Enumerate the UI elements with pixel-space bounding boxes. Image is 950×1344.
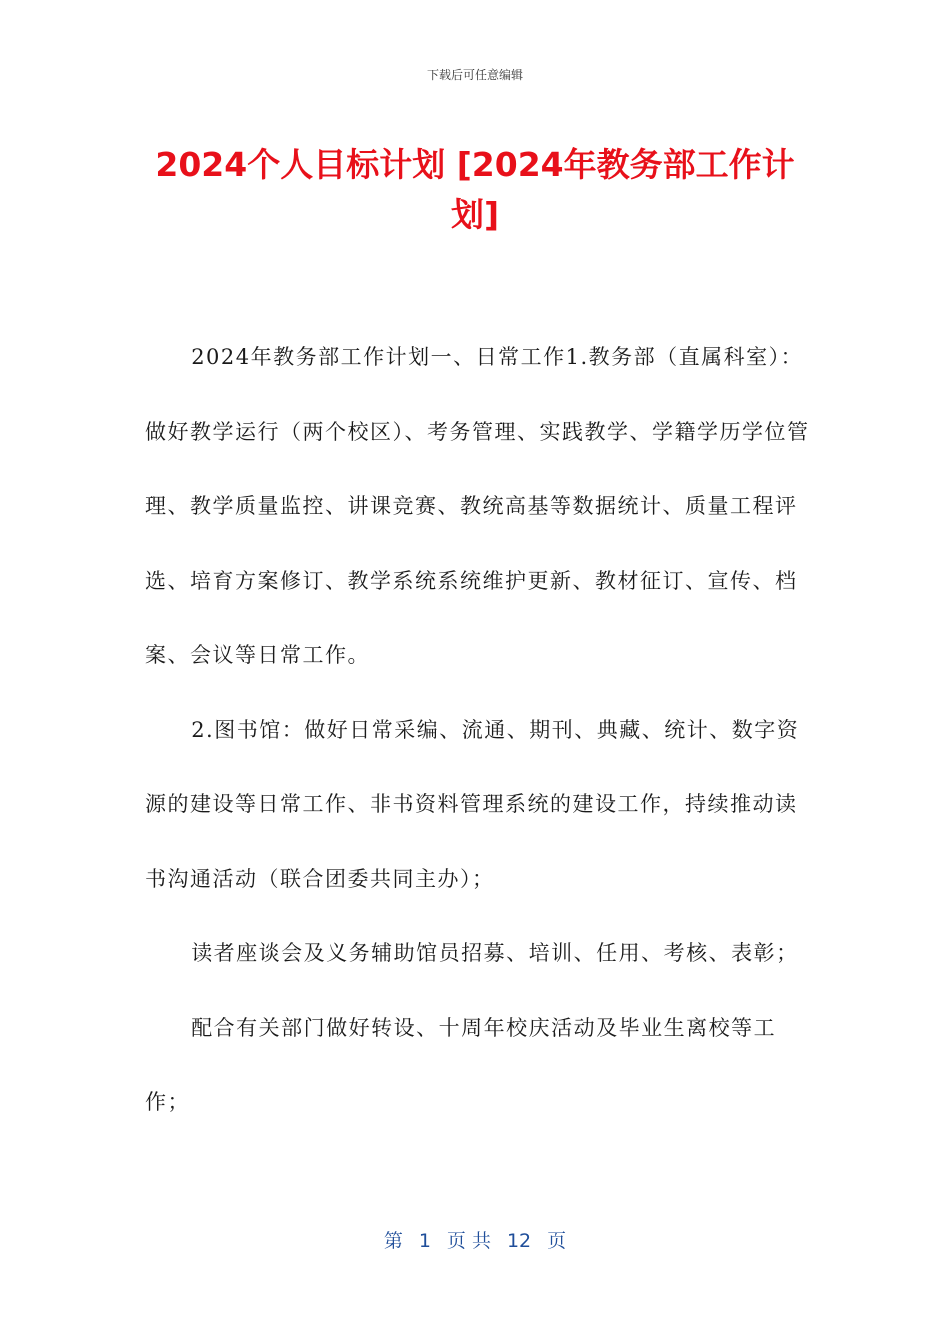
footer-page-number: 1 <box>418 1230 431 1252</box>
footer-page-total: 12 <box>506 1230 532 1252</box>
footer-page-label: 第 <box>383 1230 403 1252</box>
document-title: 2024个人目标计划 [2024年教务部工作计划] <box>155 145 795 234</box>
paragraph-4: 配合有关部门做好转设、十周年校庆活动及毕业生离校等工作； <box>145 1015 777 1114</box>
paragraph-3: 读者座谈会及义务辅助馆员招募、培训、任用、考核、表彰； <box>191 941 799 965</box>
page-footer <box>0 1226 950 1253</box>
header-note: 下载后可任意编辑 <box>426 68 523 82</box>
paragraph-1: 2024年教务部工作计划一、日常工作1.教务部（直属科室）：做好教学运行（两个校区）、考务管理、实践教学、学籍学历学位管理、教学质量监控、讲课竞赛、教统高基等数据统计、质量工程评选、培育方案修订、教学系统系统维护更新、教材征订、宣传、档案、会议等日常工作。 <box>145 345 810 667</box>
footer-page-sep: 页 共 <box>446 1230 491 1252</box>
footer-page-suffix: 页 <box>547 1230 567 1252</box>
document-body <box>145 320 810 1140</box>
paragraph-2: 2.图书馆：做好日常采编、流通、期刊、典藏、统计、数字资源的建设等日常工作、非书资料管理系统的建设工作，持续推动读书沟通活动（联合团委共同主办）； <box>145 717 800 891</box>
